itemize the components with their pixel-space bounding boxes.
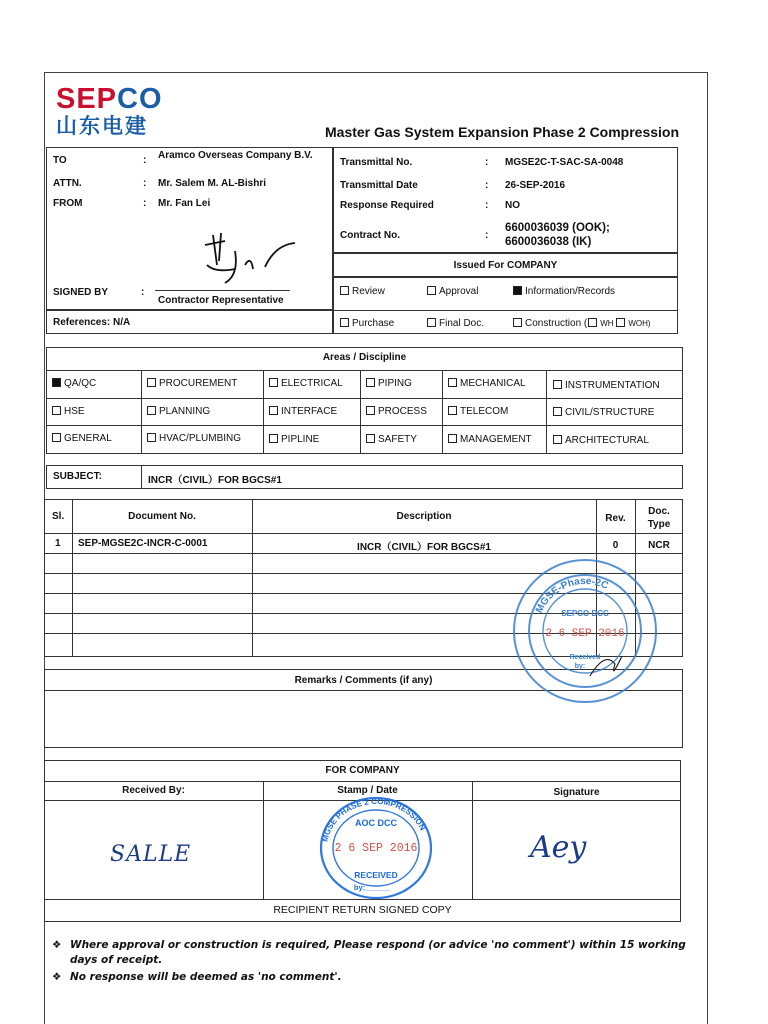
recipient-return-note: RECIPIENT RETURN SIGNED COPY bbox=[273, 904, 452, 916]
response-required: NO bbox=[505, 200, 520, 211]
subject-label: SUBJECT: bbox=[53, 471, 102, 482]
to-value: Aramco Overseas Company B.V. bbox=[158, 150, 313, 161]
aoc-dcc-stamp bbox=[317, 794, 435, 902]
area-architectural[interactable]: ARCHITECTURAL bbox=[553, 435, 649, 446]
area-hvac-plumbing[interactable]: HVAC/PLUMBING bbox=[147, 433, 241, 444]
purchase-checkbox[interactable]: Purchase bbox=[340, 318, 394, 329]
signature-label: Signature bbox=[553, 787, 600, 798]
issued-for: Issued For COMPANY bbox=[453, 260, 558, 271]
document-title: Master Gas System Expansion Phase 2 Compression bbox=[325, 124, 680, 140]
svg-text:2 6 SEP 2016: 2 6 SEP 2016 bbox=[334, 842, 418, 855]
from-label: FROM bbox=[53, 198, 83, 209]
col-header-doc-no: Document No. bbox=[128, 511, 196, 522]
bullet-icon: ❖ bbox=[52, 971, 62, 983]
area-planning[interactable]: PLANNING bbox=[147, 406, 210, 417]
area-safety[interactable]: SAFETY bbox=[366, 434, 417, 445]
remarks-title: Remarks / Comments (if any) bbox=[294, 675, 433, 686]
row1-rev: 0 bbox=[612, 540, 619, 551]
contract-no-2: 6600036038 (IK) bbox=[505, 236, 592, 248]
row1-description: INCR（CIVIL）FOR BGCS#1 bbox=[357, 542, 491, 553]
approval-checkbox[interactable]: Approval bbox=[427, 286, 478, 297]
sepco-logo: SEPCO 山东电建 bbox=[56, 83, 163, 138]
svg-text:RECEIVED: RECEIVED bbox=[354, 870, 398, 880]
transmittal-no: MGSE2C-T-SAC-SA-0048 bbox=[505, 157, 624, 168]
area-process[interactable]: PROCESS bbox=[366, 406, 427, 417]
received-by-label: Received By: bbox=[122, 785, 185, 796]
signed-by-label: SIGNED BY bbox=[53, 287, 109, 298]
svg-text:MGSE PHASE 2 COMPRESSION: MGSE PHASE 2 COMPRESSION bbox=[320, 796, 428, 843]
col-header-doc-type: Doc. Type bbox=[647, 506, 671, 530]
review-checkbox[interactable]: Review bbox=[340, 286, 385, 297]
area-qaqc[interactable]: QA/QC bbox=[52, 378, 96, 389]
svg-text:by:: by: bbox=[574, 663, 586, 670]
area-instrumentation[interactable]: INSTRUMENTATION bbox=[553, 380, 660, 391]
from-value: Mr. Fan Lei bbox=[158, 198, 211, 209]
bullet-icon: ❖ bbox=[52, 939, 62, 951]
svg-text:Received: Received bbox=[569, 654, 601, 661]
references: References: N/A bbox=[53, 317, 131, 328]
note-1: ❖ Where approval or construction is required, Please respond (or advice 'no comment') within 15 working days of receipt. bbox=[52, 939, 686, 966]
col-header-description: Description bbox=[396, 511, 452, 522]
final-doc-checkbox[interactable]: Final Doc. bbox=[427, 318, 484, 329]
signature-handwriting: Aey bbox=[530, 830, 587, 865]
svg-text:SEPCO DCC: SEPCO DCC bbox=[561, 609, 609, 618]
area-procurement[interactable]: PROCUREMENT bbox=[147, 378, 237, 389]
area-piping[interactable]: PIPING bbox=[366, 378, 412, 389]
transmittal-date: 26-SEP-2016 bbox=[505, 180, 566, 191]
area-hse[interactable]: HSE bbox=[52, 406, 85, 417]
stamp-date-label: Stamp / Date bbox=[337, 785, 398, 796]
svg-text:AOC DCC: AOC DCC bbox=[355, 818, 397, 828]
area-interface[interactable]: INTERFACE bbox=[269, 406, 337, 417]
attn-label: ATTN. bbox=[53, 178, 82, 189]
note-2: ❖ No response will be deemed as 'no comment'. bbox=[52, 971, 342, 983]
to-label: TO bbox=[53, 155, 67, 166]
signature-fan-lei bbox=[195, 225, 315, 290]
information-checkbox[interactable]: Information/Records bbox=[513, 286, 615, 297]
area-electrical[interactable]: ELECTRICAL bbox=[269, 378, 343, 389]
col-header-rev: Rev. bbox=[605, 513, 626, 524]
contract-no-1: 6600036039 (OOK); bbox=[505, 222, 610, 234]
area-general[interactable]: GENERAL bbox=[52, 433, 112, 444]
attn-value: Mr. Salem M. AL-Bishri bbox=[158, 178, 266, 189]
svg-text:MGSE-Phase-2C: MGSE-Phase-2C bbox=[533, 575, 610, 615]
svg-text:by:______: by:______ bbox=[353, 883, 391, 892]
row1-sl: 1 bbox=[55, 538, 61, 549]
areas-title: Areas / Discipline bbox=[322, 352, 407, 363]
row1-type: NCR bbox=[648, 540, 670, 551]
col-header-sl: Sl. bbox=[52, 511, 65, 522]
area-management[interactable]: MANAGEMENT bbox=[448, 434, 532, 445]
svg-text:2 6 SEP 2016: 2 6 SEP 2016 bbox=[545, 628, 625, 640]
for-company-title: FOR COMPANY bbox=[325, 765, 400, 776]
received-by-handwriting: SALLE bbox=[110, 842, 192, 867]
area-civil-structure[interactable]: CIVIL/STRUCTURE bbox=[553, 407, 654, 418]
area-telecom[interactable]: TELECOM bbox=[448, 406, 508, 417]
sepco-dcc-stamp bbox=[510, 556, 660, 706]
area-mechanical[interactable]: MECHANICAL bbox=[448, 378, 526, 389]
signer-role: Contractor Representative bbox=[158, 295, 284, 306]
subject-value: INCR（CIVIL）FOR BGCS#1 bbox=[148, 475, 282, 486]
row1-doc-no: SEP-MGSE2C-INCR-C-0001 bbox=[78, 538, 208, 549]
construction-checkbox[interactable]: Construction ( WH WOH) bbox=[513, 318, 651, 329]
area-pipline[interactable]: PIPLINE bbox=[269, 434, 319, 445]
